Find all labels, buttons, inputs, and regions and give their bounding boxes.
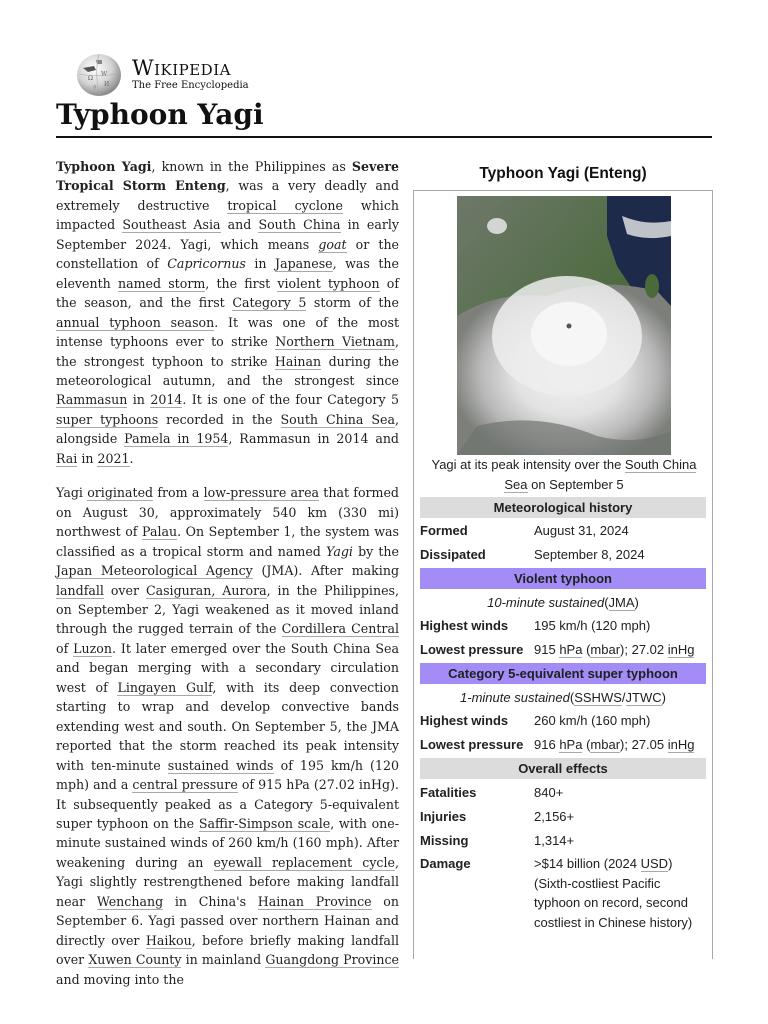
article-link[interactable]: Hainan Province — [257, 893, 372, 909]
article-link[interactable]: landfall — [56, 582, 104, 598]
article-link[interactable]: sustained winds — [167, 757, 274, 773]
article-link[interactable]: Northern Vietnam — [275, 334, 395, 350]
section-header-violent-typhoon: Violent typhoon — [420, 568, 706, 589]
article-link[interactable]: Category 5 — [232, 295, 307, 311]
article-paragraph: Typhoon Yagi, known in the Philippines as Severe Tropical Storm Enteng, was a very deadly and extremely destructive tropical cyclone which impacted Southeast Asia and South China in early September 2024. Yagi, which means goat or the constellation of Capricornus in Japanese, was the eleventh named storm, the first violent typhoon of the season, and the first Category 5 storm of the annual typhoon season. It was one of the most intense typhoons ever to strike Northern Vietnam, the strongest typhoon to strike Hainan during the meteorological autumn, and the strongest since Rammasun in 2014. It is one of the four Category 5 super typhoons recorded in the South China Sea, alongside Pamela in 1954, Rammasun in 2014 and Rai in 2021. — [56, 159, 400, 466]
logo-name: Wikipedia — [132, 55, 231, 80]
article-link[interactable]: central pressure — [132, 777, 238, 793]
link-jtwc[interactable]: JTWC — [625, 689, 662, 705]
article-link[interactable]: Xuwen County — [88, 952, 182, 968]
link-mbar[interactable]: mbar — [590, 642, 621, 657]
section-header-super-typhoon: Category 5-equivalent super typhoon — [420, 663, 706, 684]
svg-text:Ω: Ω — [88, 75, 93, 82]
row-fatalities: Fatalities 840+ — [420, 785, 564, 800]
article-link[interactable]: Wenchang — [96, 893, 164, 909]
row-jtwc-lowest-pressure: Lowest pressure 916 hPa (mbar); 27.05 inHg — [420, 737, 695, 752]
article-link[interactable]: Palau — [142, 524, 178, 540]
link-jma[interactable]: JMA — [608, 594, 635, 610]
row-jma-lowest-pressure: Lowest pressure 915 hPa (mbar); 27.02 inHg — [420, 642, 695, 657]
article-link[interactable]: Rai — [56, 450, 78, 466]
article-link[interactable]: South China — [258, 217, 341, 233]
article-link[interactable]: super typhoons — [56, 411, 159, 427]
article-link[interactable]: Japan Meteorological Agency — [56, 563, 253, 579]
section-header-meteorological-history: Meteorological history — [420, 497, 706, 518]
article-link[interactable]: named storm — [117, 275, 206, 291]
svg-text:W: W — [101, 71, 108, 78]
link-sshws[interactable]: SSHWS — [574, 689, 622, 705]
row-jma-subtitle: 10-minute sustained ( JMA ) — [487, 594, 639, 610]
article-link[interactable]: Guangdong Province — [265, 952, 399, 968]
title-divider — [56, 136, 712, 138]
link-inhg[interactable]: inHg — [667, 642, 695, 657]
article-link[interactable]: originated — [87, 485, 154, 501]
article-link[interactable]: Japanese — [275, 256, 333, 272]
image-caption: Yagi at its peak intensity over the South China Sea on September 5 — [431, 457, 697, 492]
article-link[interactable]: Haikou — [145, 932, 192, 948]
logo-tagline: The Free Encyclopedia — [132, 79, 249, 91]
row-jtwc-highest-winds: Highest winds 260 km/h (160 mph) — [420, 713, 651, 728]
row-damage: Damage >$14 billion (2024 USD) (Sixth-costliest Pacific typhoon on record, second costliest in Chinese history) — [420, 856, 693, 930]
article-link[interactable]: Lingayen Gulf — [117, 679, 213, 695]
article-link[interactable]: 2021 — [97, 450, 130, 466]
article-link[interactable]: Hainan — [274, 353, 322, 369]
article-link[interactable]: violent typhoon — [277, 275, 380, 291]
section-header-overall-effects: Overall effects — [420, 758, 706, 779]
row-missing: Missing 1,314+ — [420, 833, 575, 848]
wordmark — [132, 57, 249, 92]
satellite-image[interactable] — [457, 196, 671, 455]
link-usd[interactable]: USD — [640, 856, 669, 871]
article-link[interactable]: Rammasun — [56, 392, 128, 408]
caption-link-south-china-sea[interactable]: South China Sea — [504, 457, 697, 492]
row-jma-highest-winds: Highest winds 195 km/h (120 mph) — [420, 618, 651, 633]
article-link[interactable]: low-pressure area — [203, 485, 320, 501]
article-link[interactable]: Pamela in 1954 — [124, 431, 229, 447]
svg-text:ウ: ウ — [92, 85, 98, 91]
article-link[interactable]: annual typhoon season — [56, 314, 215, 330]
article-link[interactable]: South China Sea — [280, 411, 395, 427]
row-injuries: Injuries 2,156+ — [420, 809, 575, 824]
infobox-title: Typhoon Yagi (Enteng) — [479, 165, 647, 182]
article-link[interactable]: Southeast Asia — [122, 217, 221, 233]
article-link[interactable]: goat — [318, 236, 347, 252]
link-inhg[interactable]: inHg — [667, 737, 695, 752]
svg-text:И: И — [104, 81, 110, 88]
article-link[interactable]: Casiguran, Aurora — [145, 582, 267, 598]
infobox — [413, 190, 713, 959]
article-link[interactable]: Cordillera Central — [281, 621, 399, 637]
article-body — [56, 157, 399, 1004]
row-dissipated: Dissipated September 8, 2024 — [420, 547, 645, 562]
row-formed: Formed August 31, 2024 — [420, 523, 629, 538]
link-hpa[interactable]: hPa — [559, 642, 583, 657]
article-paragraph: Yagi originated from a low-pressure area that formed on August 30, approximately 540 km (330 mi) northwest of Palau. On September 1, the system was classified as a tropical storm and named Yagi by the Japan Meteorological Agency (JMA). After making landfall over Casiguran, Aurora, in the Philippines, on September 2, Yagi weakened as it moved inland through the rugged terrain of the Cordillera Central of Luzon. It later emerged over the South China Sea and began merging with a secondary circulation west of Lingayen Gulf, with its deep convection starting to wrap and develop convective bands extending west and south. On September 5, the JMA reported that the storm reached its peak intensity with ten-minute sustained winds of 195 km/h (120 mph) and a central pressure of 915 hPa (27.02 inHg). It subsequently peaked as a Category 5-equivalent super typhoon on the Saffir-Simpson scale, with one-minute sustained winds of 260 km/h (160 mph). After weakening during an eyewall replacement cycle, Yagi slightly restrengthened before making landfall near Wenchang in China's Hainan Province on September 6. Yagi passed over northern Hainan and directly over Haikou, before briefly making landfall over Xuwen County in mainland Guangdong Province and moving into the — [56, 485, 400, 987]
article-link[interactable]: 2014 — [150, 392, 183, 408]
page-title: Typhoon Yagi — [56, 98, 264, 131]
article-link[interactable]: eyewall replacement cycle — [213, 854, 395, 870]
wikipedia-globe-icon — [74, 52, 124, 98]
article-link[interactable]: Saffir-Simpson scale — [198, 815, 331, 831]
article-link[interactable]: tropical cyclone — [227, 197, 343, 213]
link-mbar[interactable]: mbar — [590, 737, 621, 752]
wikipedia-logo[interactable] — [74, 52, 249, 98]
row-jtwc-subtitle: 1-minute sustained ( SSHWS / JTWC ) — [460, 689, 666, 705]
article-link[interactable]: Luzon — [73, 640, 112, 656]
link-hpa[interactable]: hPa — [559, 737, 583, 752]
